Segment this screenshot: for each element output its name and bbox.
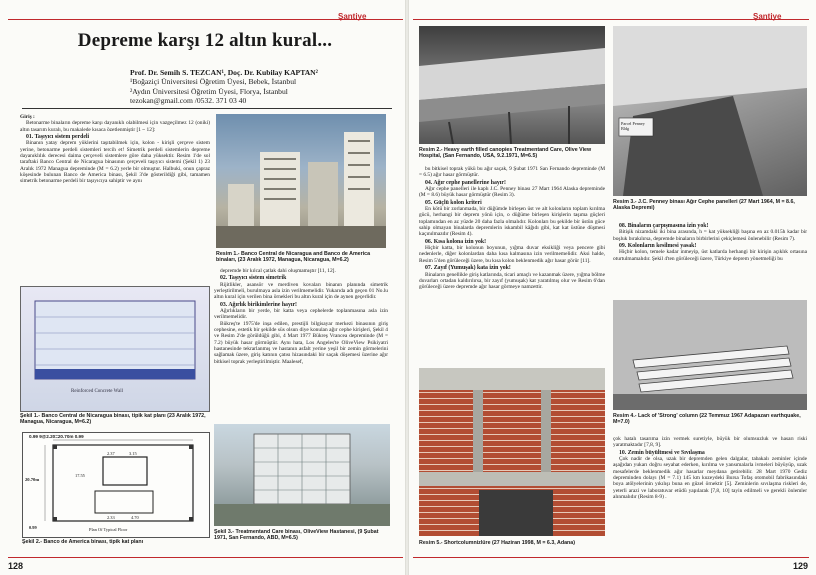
rule-09-cont: çok hatalı tasarıma izin vermek suretiyle, büyük bir olumsuzluk ve hasarı riski yaratmaktadır [7,8, 9].	[613, 436, 807, 449]
author-names: Prof. Dr. Semih S. TEZCAN¹, Doç. Dr. Kubilay KAPTAN²	[130, 68, 318, 77]
rule-10-heading: 10. Zemin büyültmesi ve Sıvılaşma	[619, 449, 705, 456]
graph-label: Reinforced Concrete Wall	[71, 389, 123, 394]
rule-02-heading: 02. Taşıyıcı sistem simetrik	[220, 275, 287, 282]
sekil-2-caption: Şekil 2.- Banco de America binası, tipik kat planı	[22, 539, 144, 545]
floor-plan-drawing	[23, 433, 209, 537]
resim-1-photo	[216, 114, 386, 248]
header-rule-right	[413, 19, 809, 20]
collapsed-canopy-illustration	[419, 26, 605, 144]
article-title: Depreme karşı 12 altın kural...	[77, 30, 333, 51]
sekil-3-figure	[214, 424, 390, 526]
resim-5-caption: Resim 5.- Shortcolumnizlüre (27 Haziran 1998, M = 6.3, Adana)	[419, 540, 575, 546]
rule-06-heading: 06. Kısa kolona izin yok!	[425, 238, 487, 245]
plan-foot-label: Plan Of Typical Floor	[89, 527, 128, 532]
contact-info: tezokan@gmail.com /0532. 371 03 40	[130, 96, 247, 106]
title-rule	[22, 108, 392, 109]
sekil-1-caption: Şekil 1.- Banco Central de Nicaragua binası, tipik kat planı (23 Aralık 1972, Managua, Nicaragua, M=6.2)	[20, 413, 206, 426]
city-skyline-illustration	[216, 114, 386, 248]
pancake-collapse-illustration	[613, 300, 807, 410]
rule-08-text: Bitişik nizamdaki iki bina arasında, h = kat yüksekliği başına en az 0.015h kadar bir boşluk bırakılırsa, depremde binaların birbirlerini çekiçlemesi önlenebilir (Resim 7).	[613, 229, 807, 242]
plan-dim-3: 2.33	[107, 515, 115, 520]
rule-04-heading: 04. Ağır cephe panellerine hayır!	[425, 179, 506, 186]
resim-1-caption: Resim 1.- Banco Central de Nicaragua and Banco de America binaları, (23 Aralık 1972, Managua, Nicaragua, M=6.2)	[216, 251, 371, 264]
affiliation-2: ²Aydın Üniversitesi Öğretim Üyesi, Florya, İstanbul	[130, 86, 288, 96]
rule-06-text: Hiçbir katta, bir kolonun boyunun, yığma duvar eksikliği veya pencere gibi nedenlerle, diğer kolonlardan daha kısa kalmasına izin verilmemelidir. Aksi halde, Resim 5'den görüleceği üzere, bu kısa kolon beklenmedik ağır hasar görür [11].	[419, 245, 605, 264]
page-left	[0, 0, 405, 575]
column-right-1	[419, 166, 605, 342]
rule-01-text: Binanın yatay deprem yüklerini taşıtabilmek için, kolon - kirişli çerçeve sistem yerine, betonarme perdeli sistemleri tercih et! Simetrik perdeli sistemlerin depreme dayanıklılık derecesi daima çerçeveli sistemlere göre daha yüksektir. Resim 1'de sol taraftaki Banco Central de Nicaragua binasının çerçeveli taşıyıcı sistemi (Şekil 1) 23 Aralık 1972 Managua depreminde (M = 6.2) yerle bir olmuştur. Halbuki, onun çapraz köşesinde bulunan Banco de America binası, Şekil 3'de gösterildiği gibi, tamamen simetrik betonarme perdeli bir taşıyıcıya sahiptir ve aynı	[20, 140, 210, 185]
rule-03-text: Ağırlıkların bir yerde, bir katta veya cephelerde toplanmasına asla izin verilmemelidir.	[214, 308, 388, 321]
rule-07-text: Binaların genellikle giriş katlarında, ticari amaçlı ve kazanmak üzere, yığma bölme duvarları ortadan kaldırılırsa, bir zayıf (yumuşak) kat yaratılmış olur ve Resim 6'dan görüleceği üzere depremde ağır hasar görmeye namzettir.	[419, 271, 605, 291]
penney-sign: Parcel Penney Bldg	[621, 121, 645, 131]
resim-3-photo	[613, 26, 807, 196]
column-left-2	[214, 268, 388, 420]
rule-10-text: Çok nadir de olsa, uzak bir depremden gelen dalgalar, tabakalı zeminler içinde aşağıdan yukarı doğru seyahat ederken, kırılma ve yansımalarla ivmeleri büyüyüp, uzak mesafelerde beklenmedik ağır hasarlar meydana getirebilir. 28 Mart 1970 Gediz depreminden dolayı (M = 7.1) 145 km kuzeydeki Bursa Tofaş otomobil fabrikasındaki boya atölyelerinin yıkılışı buna en güzel örnektir [5]. Zeminlerin sıvılaşma riskleri de, yeterli arazi ve laboratuvar etüdü yapılarak [7,8, 10] tayin edilmeli ve gerekli önlemler alınmalıdır (Resim 8-9) .	[613, 456, 807, 501]
rule-07-heading: 07. Zayıf (Yumuşak) kata izin yok!	[425, 265, 511, 272]
plan-dim-5: 17.55	[75, 473, 85, 478]
resim-2-caption: Resim 2.- Heavy earth filled canopies Treatmentand Care, Olive View Hospital, (San Fernando, USA, 9.2.1971, M=6.5)	[419, 147, 592, 160]
rule-03-cont: bu bitkisel toprak yükü bu ağır saçak, 9 Şubat 1971 San Fernando depreminde (M = 6.5) ağır hasar görmüştür.	[419, 166, 605, 179]
collapsed-facade-illustration	[613, 26, 807, 196]
sekil-3-caption: Şekil 3.- Treatmentand Care binası, OliveView Hastanesi, (9 Şubat 1971, San Fernando, ABD, M=6.5)	[214, 529, 379, 542]
column-right-2b	[613, 436, 807, 548]
plan-side-dim: 20.70m	[25, 477, 40, 482]
column-right-2a	[613, 222, 807, 296]
section-label-right: Şantiye	[753, 12, 782, 21]
resim-3-caption: Resim 3.- J.C. Penney binası Ağır Cephe panelleri (27 Mart 1964, M = 8.6, Alaska Depremi)	[613, 199, 795, 212]
rule-03-text-2: Bükreş'te 1975'de inşa edilen, prestijli bilgisayar merkezi binasının giriş cephesine, estetik bir şekilde süs olsun diye konulan ağır cephe kirişleri, Şekil 4 ve Resim 2'de görüldüğü gibi, 4 Mart 1977 Bükreş Vrancea depreminde (M = 7.2) büyük hasar görmüştür. Aynı hata, Los Angeles'te OliveView Psikiyatri hastanesinde tekrarlanmış ve hastanın asfalt yerine yeşil bir zemin görmelerini sağlamak üzere, giriş katının çatısı hizasındaki bir saçak döşemesi üzerine ağır bitkisel toprak yerleştirilmiştir. Maalesef,	[214, 320, 388, 365]
page-number-right: 129	[793, 561, 809, 571]
resim-4-caption: Resim 4.- Lack of 'Strong' column (22 Temmuz 1967 Adapazarı earthquake, M=7.0)	[613, 413, 801, 426]
footer-rule	[8, 557, 403, 558]
rule-09-text: Hiçbir kolon, temele kadar inmeyip, üst katlarda herhangi bir kirişin açıklık ortasına oturtulmamalıdır. Şekil 4'ten görüleceği üzere, Türkiye deprem yönetmeliği bu	[613, 249, 807, 262]
rule-02-text: Rijitlikler, asansör ve merdiven kovaları binanın planında simetrik yerleştirilmeli, burulmaya asla izin verilmemelidir. Yukarıda adı geçen 01 No.lu altın kural için verilen bina örnekleri bu altın kural için de aynen geçerlidir.	[214, 281, 388, 301]
affiliation-1: ¹Boğaziçi Üniversitesi Öğretim Üyesi, Bebek, İstanbul	[130, 77, 297, 87]
page-number-left: 128	[8, 561, 24, 571]
resim-2-photo	[419, 26, 605, 144]
rule-09-heading: 09. Kolonların kesilmesi yasak!	[619, 243, 697, 250]
column-left-1	[20, 114, 210, 282]
short-column-damage-illustration	[419, 368, 605, 536]
section-label: Şantiye	[338, 12, 367, 21]
plan-dim-1: 2.37	[107, 451, 115, 456]
sekil-2-figure	[22, 432, 210, 538]
plan-dim-2: 3.15	[129, 451, 137, 456]
intro-heading: Giriş :	[20, 114, 35, 120]
rule-08-heading: 08. Binaların çarpışmasına izin yok!	[619, 223, 709, 229]
rule-04-text: Ağır cephe panelleri ile kaplı J.C. Penney binası 27 Mart 1964 Alaska depreminde (M = 8.6) büyük hasar görmüştür (Resim 3).	[419, 186, 605, 199]
resim-5-photo	[419, 368, 605, 536]
resim-4-photo	[613, 300, 807, 410]
rule-01-heading: 01. Taşıyıcı sistem perdeli	[26, 134, 90, 141]
plan-bottom-dim: 0.99	[29, 525, 37, 530]
rule-05-heading: 05. Güçlü kolon kriteri	[425, 199, 482, 206]
rule-03-heading: 03. Ağırlık birikimlerine hayır!	[220, 301, 297, 308]
sekil-1-figure	[20, 286, 210, 412]
rule-05-text: En kötü bir zorlanmada, bir düğümde birleşen üst ve alt kolonların toplam kırılma gücü, herhangi bir deprem yönü için, o düğüme birleşen kirişlerin taşıma güçleri toplamından en az yüzde 20 daha fazla olmalıdır. Kolonları bu şekilde bir üstün güce sahip olmayan binalarda depremlerin iskambil kâğıdı gibi, kat kat üstüne düşmesi kaçınılmazdır (Resim 4).	[419, 206, 605, 238]
plan-dim-4: 4.70	[131, 515, 139, 520]
plan-dims-top: 0.99 9@2.20=20.70m 0.99	[29, 434, 84, 439]
footer-rule-right	[413, 557, 809, 558]
page-right	[409, 0, 816, 575]
intro-paragraph: Betonarme binaların depreme karşı dayanıklı olabilmesi için vazgeçilmez 12 (oniki) altın tasarım kuralı, bu makalede kısaca özetlenmiştir [1 ~ 12]:	[20, 120, 210, 133]
hospital-building-illustration	[214, 424, 390, 526]
rule-01-cont: depremde bir kılcal çatlak dahi oluşmamıştır [11, 12].	[220, 268, 336, 274]
author-block	[130, 68, 340, 106]
